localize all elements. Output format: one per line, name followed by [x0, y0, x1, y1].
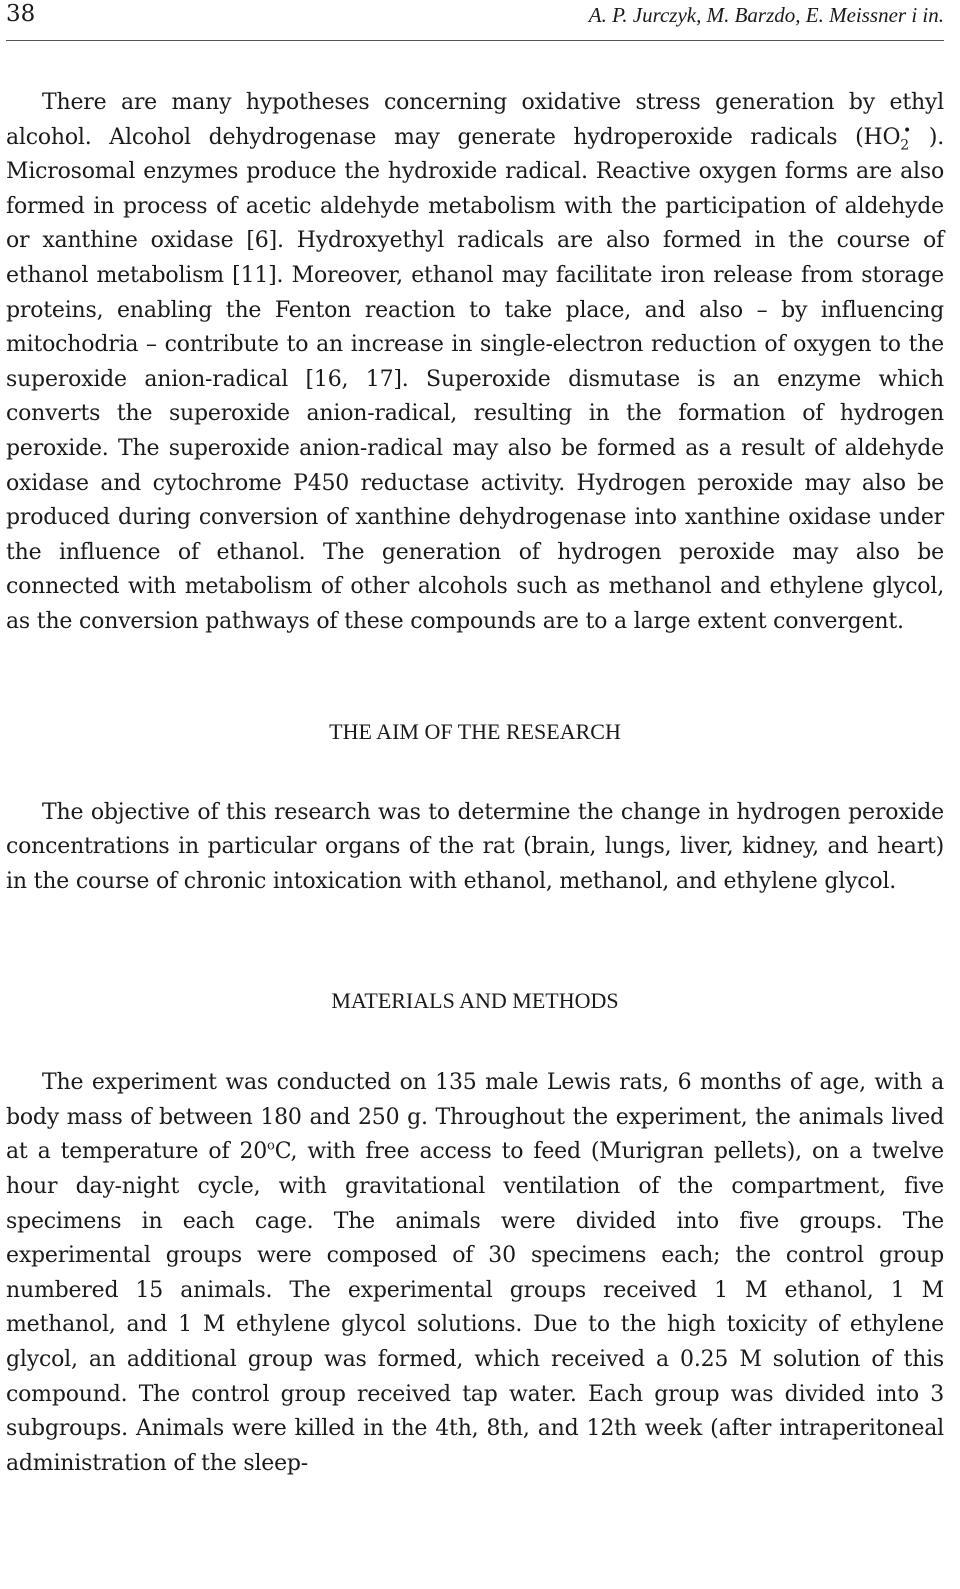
aim-paragraph: The objective of this research was to determine the change in hydrogen peroxide concentrations in particular organs of the rat (brain, lungs, liver, kidney, and heart) in the course of chronic intoxication with ethanol, methanol, and ethylene glycol.	[6, 799, 944, 894]
aim-heading: THE AIM OF THE RESEARCH	[329, 718, 621, 744]
page-number: 38	[6, 1, 36, 27]
running-head-authors: A. P. Jurczyk, M. Barzdo, E. Meissner i in.	[588, 3, 944, 27]
chem-base: HO	[863, 124, 901, 150]
hydroperoxide-radical-formula	[863, 123, 912, 153]
degree-mark: o	[267, 1139, 275, 1155]
page	[6, 0, 944, 1481]
intro-text-part2: ). Microsomal enzymes produce the hydroxide radical. Reactive oxygen forms are also formed in process of acetic aldehyde metabolism with the participation of aldehyde or xanthine oxidase [6]. Hydroxyethyl radicals are also formed in the course of ethanol metabolism [11]. Moreover, ethanol may facilitate iron release from storage proteins, enabling the Fenton reaction to take place, and also – by influencing mitochodria – contribute to an increase in single-electron reduction of oxygen to the superoxide anion-radical [16, 17]. Superoxide dismutase is an enzyme which converts the superoxide anion-radical, resulting in the formation of hydrogen peroxide. The superoxide anion-radical may also be formed as a result of aldehyde oxidase and cytochrome P450 reductase activity. Hydrogen peroxide may also be produced during conversion of xanthine dehydrogenase into xanthine oxidase under the influence of ethanol. The generation of hydrogen peroxide may also be connected with metabolism of other alcohols such as methanol and ethylene glycol, as the conversion pathways of these compounds are to a large extent convergent.	[6, 124, 944, 634]
methods-text-part2: C, with free access to feed (Murigran pellets), on a twelve hour day-night cycle, with gravitational ventilation of the compartment, five specimens in each cage. The animals were divided into five groups. The experimental groups were composed of 30 specimens each; the control group numbered 15 animals. The experimental groups received 1 M ethanol, 1 M methanol, and 1 M ethylene glycol solutions. Due to the high toxicity of ethylene glycol, an additional group was formed, which received a 0.25 M solution of this compound. The control group received tap water. Each group was divided into 3 subgroups. Animals were killed in the 4th, 8th, and 12th week (after intraperitoneal administration of the sleep-	[6, 1139, 945, 1476]
intro-text-part1: There are many hypotheses concerning oxidative stress generation by ethyl alcohol. Alcohol dehydrogenase may generate hydroperoxide radicals (	[6, 90, 944, 150]
chem-radical-dot: •	[903, 123, 912, 140]
running-header	[6, 0, 944, 41]
intro-paragraph	[6, 86, 944, 640]
chem-subscript: 2	[900, 136, 910, 153]
methods-paragraph	[6, 1066, 944, 1481]
methods-text-part1: The experiment was conducted on 135 male Lewis rats, 6 months of age, with a body mass of between 180 and 250 g. Throughout the experiment, the animals lived at a temperature of 20	[6, 1070, 944, 1165]
methods-heading: MATERIALS AND METHODS	[331, 988, 619, 1014]
